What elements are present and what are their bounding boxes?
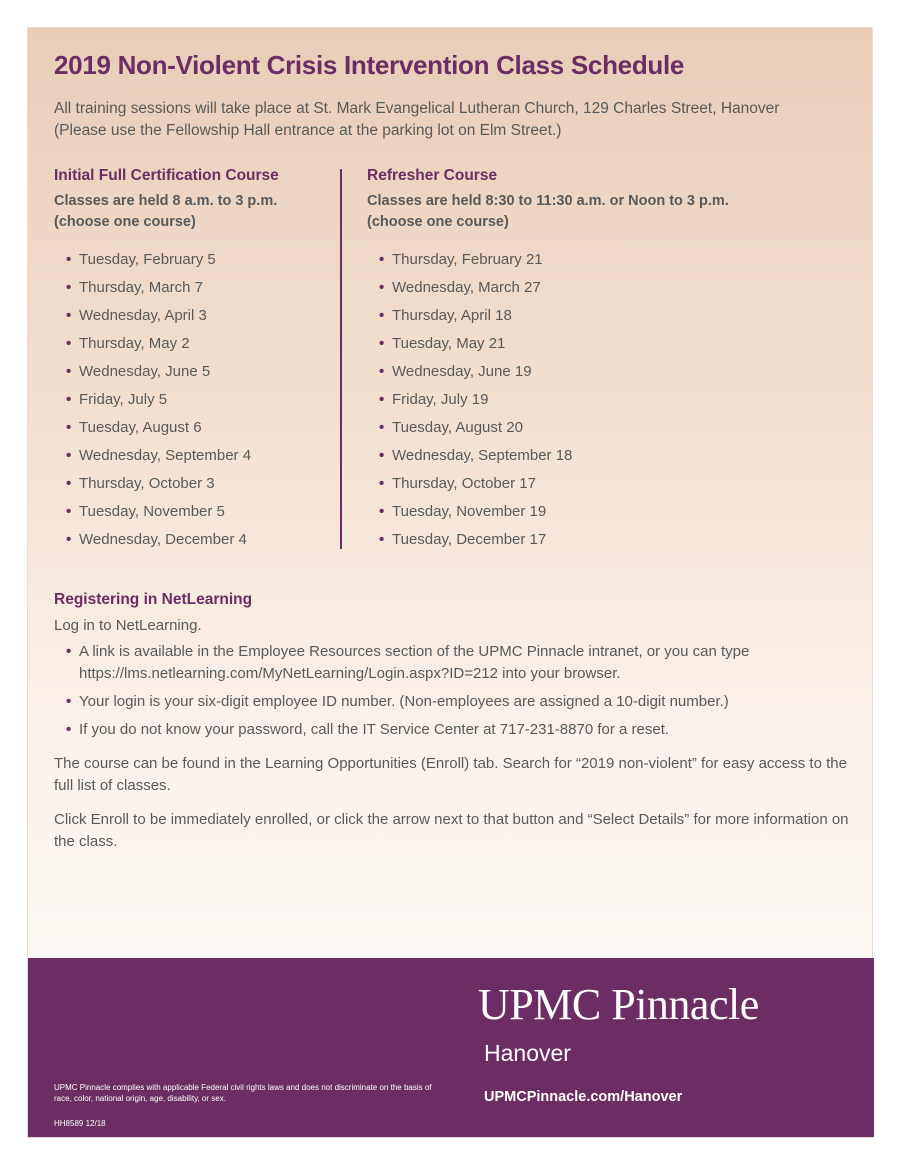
- refresher-course-dates: [367, 246, 787, 554]
- registration-search-paragraph: The course can be found in the Learning Opportunities (Enroll) tab. Search for “2019 non-violent” for easy access to the full list of classes.: [54, 755, 847, 794]
- date-item: • Wednesday, September 4: [54, 442, 334, 470]
- date-item: • Thursday, March 7: [54, 274, 334, 302]
- registration-step: • A link is available in the Employee Resources section of the UPMC Pinnacle intranet, or you can type https://lms.netlearning.com/MyNetLearning/Login.aspx?ID=212 into your browser.: [54, 641, 854, 685]
- initial-course-hours: Classes are held 8 a.m. to 3 p.m.: [54, 193, 278, 209]
- date-item: • Wednesday, June 5: [54, 358, 334, 386]
- initial-course-dates: [54, 246, 334, 554]
- flyer-page: [27, 27, 873, 1138]
- legal-disclaimer: UPMC Pinnacle complies with applicable Federal civil rights laws and does not discriminate on the basis of race, color, national origin, age, disability, or sex.: [54, 1083, 432, 1103]
- date-item: • Thursday, October 17: [367, 470, 787, 498]
- initial-course-note: (choose one course): [54, 214, 196, 230]
- date-item: • Wednesday, September 18: [367, 442, 787, 470]
- intro-entrance-note: (Please use the Fellowship Hall entrance at the parking lot on Elm Street.): [54, 122, 562, 139]
- brand-location: Hanover: [484, 1040, 571, 1066]
- refresher-course-time: [367, 191, 787, 233]
- website-url: UPMCPinnacle.com/Hanover: [484, 1089, 683, 1105]
- refresher-course-note: (choose one course): [367, 214, 509, 230]
- column-divider: [340, 169, 342, 549]
- date-item: • Tuesday, May 21: [367, 330, 787, 358]
- registration-login-text: Log in to NetLearning.: [54, 617, 202, 634]
- date-item: • Tuesday, August 20: [367, 414, 787, 442]
- initial-course-time: [54, 191, 334, 233]
- brand-logo-wordmark: UPMC Pinnacle: [478, 980, 759, 1029]
- date-item: • Tuesday, December 17: [367, 526, 787, 554]
- registration-heading: Registering in NetLearning: [54, 591, 253, 608]
- date-item: • Thursday, April 18: [367, 302, 787, 330]
- date-item: • Tuesday, November 5: [54, 498, 334, 526]
- refresher-course-heading: Refresher Course: [367, 167, 498, 184]
- date-item: • Wednesday, April 3: [54, 302, 334, 330]
- intro-location: All training sessions will take place at St. Mark Evangelical Lutheran Church, 129 Charles Street, Hanover: [54, 100, 780, 117]
- page-title: 2019 Non-Violent Crisis Intervention Class Schedule: [54, 50, 685, 80]
- registration-step: • Your login is your six-digit employee ID number. (Non-employees are assigned a 10-digit number.): [54, 691, 854, 713]
- date-item: • Wednesday, December 4: [54, 526, 334, 554]
- registration-steps: [54, 641, 854, 741]
- date-item: • Tuesday, November 19: [367, 498, 787, 526]
- initial-course-heading: Initial Full Certification Course: [54, 167, 279, 184]
- registration-step: • If you do not know your password, call the IT Service Center at 717-231-8870 for a reset.: [54, 719, 854, 741]
- date-item: • Tuesday, February 5: [54, 246, 334, 274]
- registration-section: [54, 590, 854, 853]
- intro-text: [54, 98, 844, 142]
- date-item: • Tuesday, August 6: [54, 414, 334, 442]
- refresher-course-hours: Classes are held 8:30 to 11:30 a.m. or Noon to 3 p.m.: [367, 193, 729, 209]
- date-item: • Thursday, October 3: [54, 470, 334, 498]
- registration-enroll-paragraph: Click Enroll to be immediately enrolled, or click the arrow next to that button and “Select Details” for more information on the class.: [54, 811, 849, 850]
- refresher-course-column: [367, 166, 787, 554]
- document-code: HH8589 12/18: [54, 1119, 106, 1128]
- date-item: • Wednesday, March 27: [367, 274, 787, 302]
- date-item: • Friday, July 5: [54, 386, 334, 414]
- date-item: • Friday, July 19: [367, 386, 787, 414]
- date-item: • Thursday, May 2: [54, 330, 334, 358]
- date-item: • Wednesday, June 19: [367, 358, 787, 386]
- footer-band: [28, 958, 874, 1137]
- initial-course-column: [54, 166, 334, 554]
- date-item: • Thursday, February 21: [367, 246, 787, 274]
